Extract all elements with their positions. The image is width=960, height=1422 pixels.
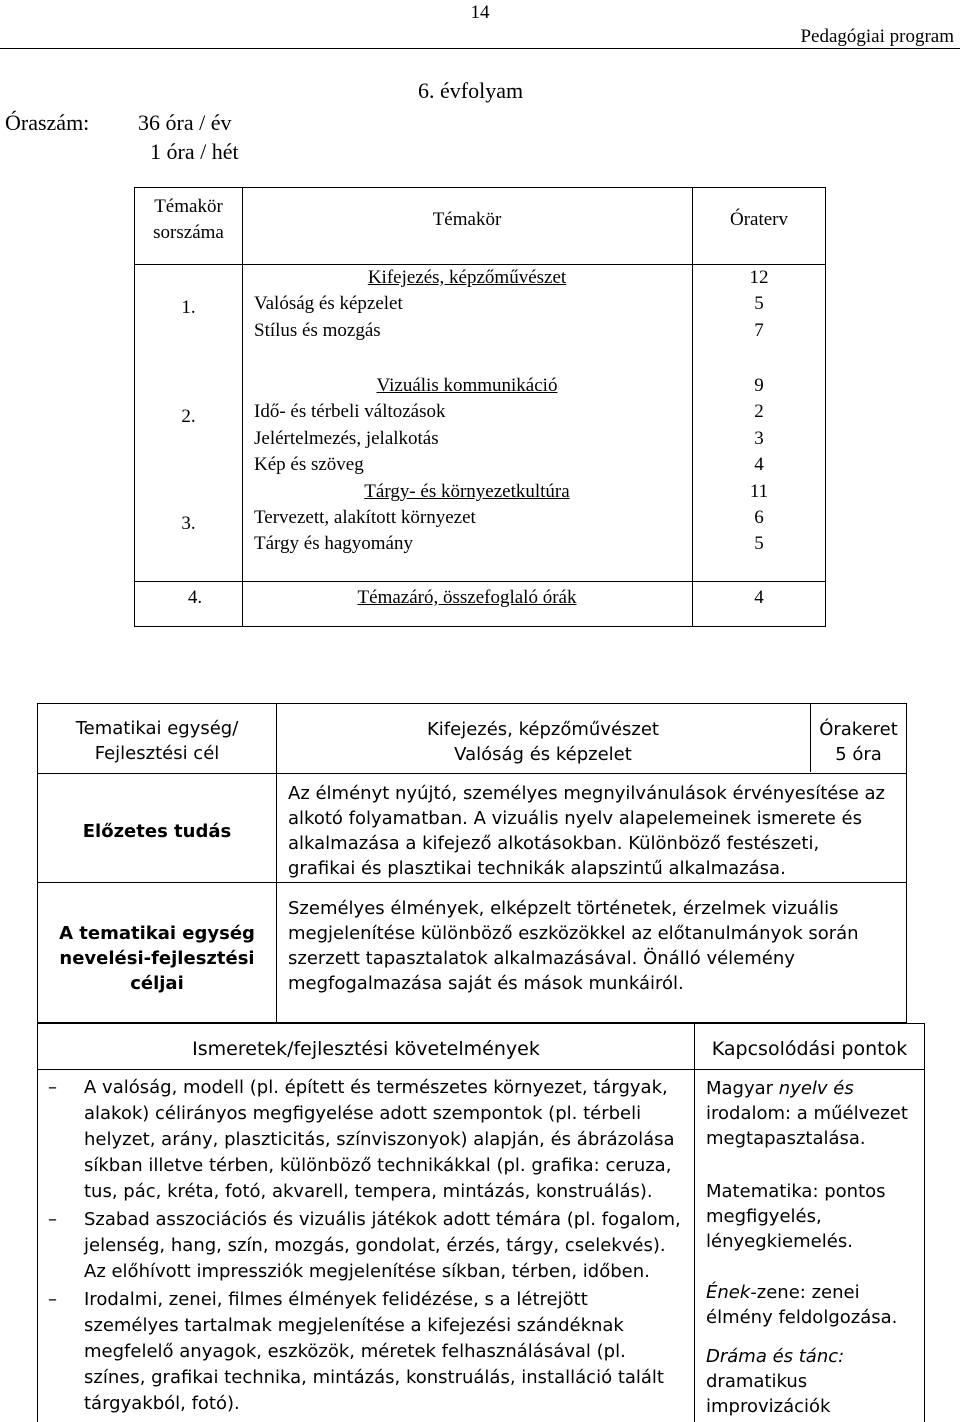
subtopic-hours: 5 <box>754 293 764 314</box>
subtopic-hours: 2 <box>754 401 764 422</box>
connection-text: zene: zenei élmény feldolgozása. <box>706 1282 898 1328</box>
subtopic-name: Tervezett, alakított környezet <box>254 507 476 528</box>
requirement-text: Irodalmi, zenei, filmes élmények felidézése, s a létrejött személyes tartalmak megjelenítése a kifejezési szándéknak megfelelő anyagok, eszközök, méretek felhasználásával (pl. színes, grafikai technika, mintázás, konstruálás, installáció talált tárgyakból, fotó). <box>84 1289 664 1414</box>
hours-per-year: 36 óra / év <box>138 110 232 135</box>
requirement-item <box>48 1287 688 1417</box>
connection-math: Matematika: pontos megfigyelés, lényegkiemelés. <box>706 1181 886 1252</box>
dash-bullet: – <box>48 1077 57 1098</box>
topic-number: 4. <box>187 587 203 608</box>
header-topic: Témakör <box>432 209 502 230</box>
unit-title-2: Valóság és képzelet <box>454 744 632 765</box>
dash-bullet: – <box>48 1209 57 1230</box>
connection-subject-italic: nyelv és <box>778 1078 854 1099</box>
subtopic-name: Valóság és képzelet <box>254 293 403 314</box>
subtopic-name: Jelértelmezés, jelalkotás <box>254 428 439 449</box>
time-frame-value: 5 óra <box>835 744 882 765</box>
hours-per-week: 1 óra / hét <box>150 139 239 164</box>
requirement-text: A valóság, modell (pl. épített és természetes környezet, tárgyak, alakok) célirányos megfigyelése adott szempontok (pl. térbeli helyzet, arány, plaszticitás, színviszonyok) alapján, és ábrázolása síkban illetve térben, különböző technikákkal (pl. grafika: ceruza, tus, pác, kréta, fotó, akvarell, tempera, mintázás, konstruálás). <box>84 1077 675 1202</box>
topic-number: 1. <box>181 297 196 318</box>
subtopic-name: Stílus és mozgás <box>254 320 381 341</box>
subtopic-hours: 4 <box>754 454 764 475</box>
requirements-table <box>37 1023 925 1422</box>
topics-table <box>134 187 826 627</box>
dash-bullet: – <box>48 1289 57 1310</box>
connection-hungarian <box>706 1076 921 1151</box>
program-title: Pedagógiai program <box>800 26 954 47</box>
connection-text: irodalom: a műélvezet megtapasztalása. <box>706 1103 908 1149</box>
unit-label: Tematikai egység/ Fejlesztési cél <box>75 718 239 764</box>
subtopic-hours: 7 <box>754 320 764 341</box>
requirement-text: Szabad asszociációs és vizuális játékok adott témára (pl. fogalom, jelenség, hang, szín, mozgás, gondolat, érzés, tárgy, cselekvés). Az előhívott impressziók megjelenítése síkban, térben, időben. <box>84 1209 681 1282</box>
connection-music <box>706 1280 921 1330</box>
subtopic-hours: 5 <box>754 533 764 554</box>
connections-header: Kapcsolódási pontok <box>711 1038 908 1060</box>
prior-knowledge-label: Előzetes tudás <box>82 821 232 842</box>
page-number: 14 <box>470 2 490 23</box>
header-row-divider <box>38 1069 924 1070</box>
prior-knowledge-text: Az élményt nyújtó, személyes megnyilvánulások érvényesítése az alkotó folyamatban. A vizuális nyelv alapelemeinek ismerete és alkalmazása a kifejező alkotásokban. Különböző festészeti, grafikai és plasztikai technikák alapszintű alkalmazása. <box>288 783 885 879</box>
header-topic-number: Témakör sorszáma <box>153 196 224 243</box>
time-frame-label: Órakeret <box>819 719 898 740</box>
requirements-header: Ismeretek/fejlesztési követelmények <box>192 1038 540 1060</box>
requirement-item <box>48 1207 688 1285</box>
development-goals-label: A tematikai egység nevelési-fejlesztési céljai <box>59 923 255 994</box>
topic-title: Tárgy- és környezetkultúra <box>364 481 570 502</box>
row-divider <box>135 581 825 582</box>
unit-title-1: Kifejezés, képzőművészet <box>426 719 659 740</box>
row-divider <box>38 773 906 774</box>
connection-subject: Magyar <box>706 1078 779 1099</box>
thematic-unit-table <box>37 703 907 1023</box>
header-divider <box>0 48 960 49</box>
subtopic-name: Idő- és térbeli változások <box>254 401 446 422</box>
column-divider <box>242 188 243 626</box>
subtopic-name: Kép és szöveg <box>254 454 364 475</box>
topic-title: Vizuális kommunikáció <box>376 375 558 396</box>
topic-hours: 4 <box>754 587 764 608</box>
row-divider <box>38 882 906 883</box>
development-goals-text: Személyes élmények, elképzelt történetek, érzelmek vizuális megjelenítése különböző eszközökkel az előtanulmányok során szerzett tapasztalatok alkalmazásával. Önálló vélemény megfogalmazása saját és mások munkáiról. <box>288 898 859 994</box>
topic-hours: 9 <box>754 375 764 396</box>
column-divider <box>694 1024 695 1422</box>
topic-hours: 12 <box>749 267 769 288</box>
subtopic-hours: 6 <box>754 507 764 528</box>
header-planned-hours: Óraterv <box>729 209 789 230</box>
topic-number: 2. <box>181 406 196 427</box>
topic-number: 3. <box>181 513 196 534</box>
connection-subject-italic: Ének- <box>706 1282 757 1303</box>
topic-hours: 11 <box>749 481 769 502</box>
requirement-item <box>48 1075 688 1205</box>
grade-title: 6. évfolyam <box>418 78 524 103</box>
hours-label: Óraszám: <box>5 110 90 135</box>
connection-text: dramatikus improvizációk <box>706 1371 831 1417</box>
subtopic-name: Tárgy és hagyomány <box>254 533 413 554</box>
topic-title: Kifejezés, képzőművészet <box>367 267 567 288</box>
connection-drama <box>706 1344 921 1419</box>
subtopic-hours: 3 <box>754 428 764 449</box>
topic-title: Témazáró, összefoglaló órák <box>357 587 577 608</box>
connection-subject-italic: Dráma és tánc: <box>706 1346 845 1367</box>
